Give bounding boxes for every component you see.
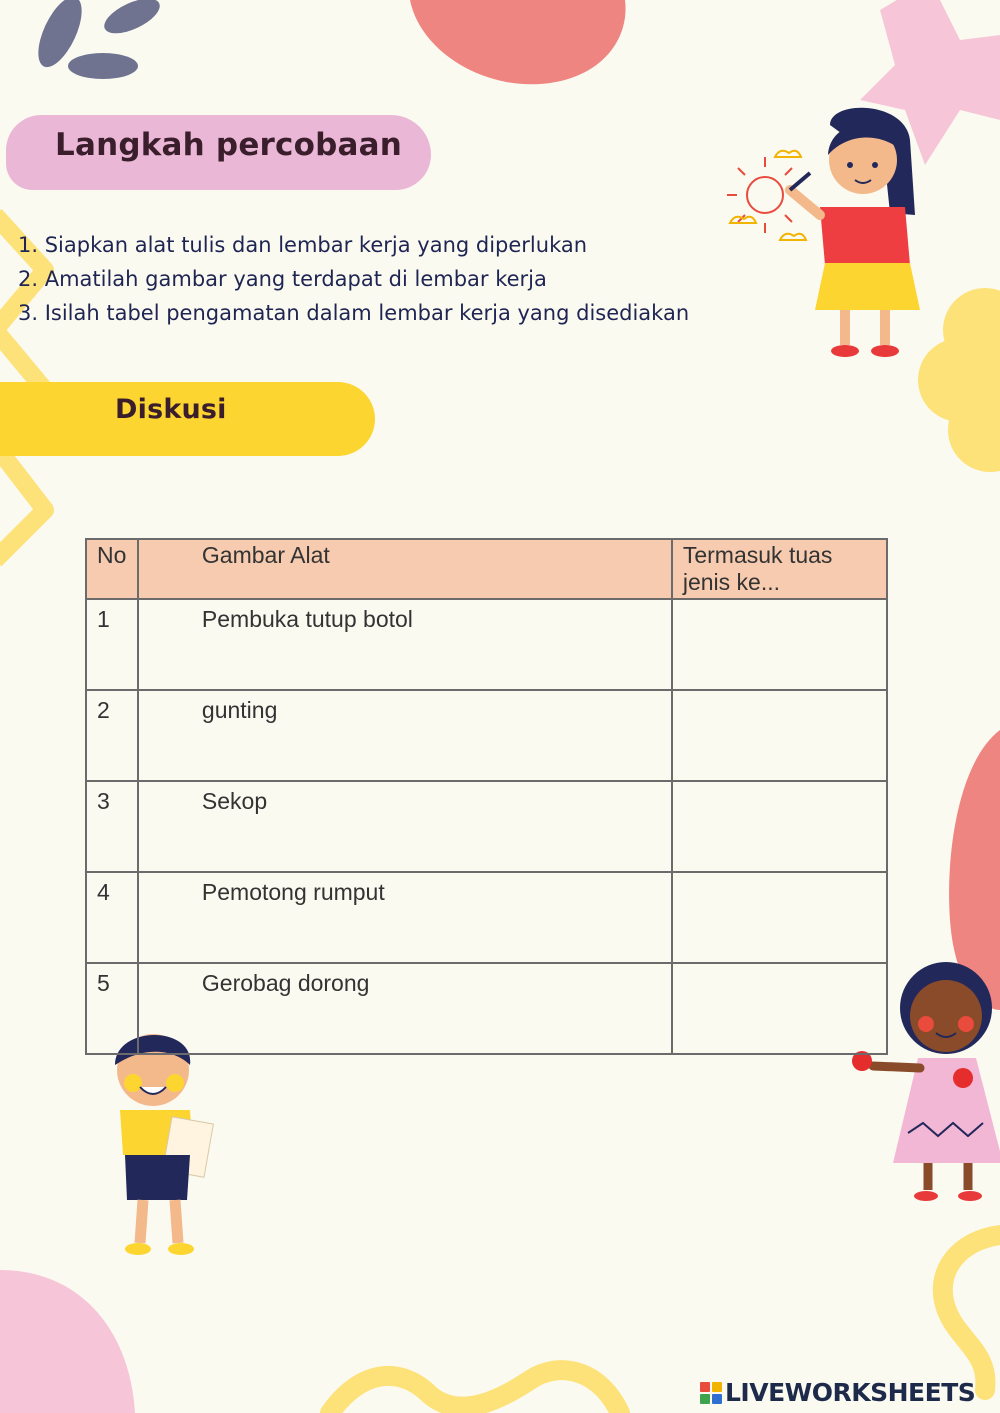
leaf-shape	[29, 0, 90, 73]
header-tool: Gambar Alat	[138, 539, 672, 599]
boy-with-paper-illustration	[105, 1025, 235, 1260]
table-row	[86, 599, 887, 690]
header-no: No	[86, 539, 138, 599]
table-header-row	[86, 539, 887, 599]
discussion-title: Diskusi	[115, 394, 227, 425]
steps-list	[18, 228, 689, 330]
girl-painting-illustration	[720, 95, 950, 365]
row-number: 5	[86, 963, 138, 1054]
apple-icon	[953, 1068, 973, 1088]
row-tool: Gerobag dorong	[138, 963, 672, 1054]
cloud-doodle-icon	[730, 151, 806, 240]
coral-blob	[949, 730, 1000, 1010]
table-row	[86, 872, 887, 963]
yellow-flower	[918, 288, 1000, 472]
yellow-loop	[943, 1235, 1000, 1390]
step-item: 1. Siapkan alat tulis dan lembar kerja yang diperlukan	[18, 233, 588, 257]
yellow-wave	[330, 1370, 620, 1413]
row-number: 4	[86, 872, 138, 963]
lever-type-answer-cell[interactable]	[672, 963, 887, 1054]
lever-type-answer-cell[interactable]	[672, 690, 887, 781]
sun-doodle-icon	[727, 157, 803, 233]
pink-blob	[0, 1270, 135, 1413]
table-row	[86, 690, 887, 781]
row-number: 2	[86, 690, 138, 781]
row-tool: Sekop	[138, 781, 672, 872]
row-tool: Pembuka tutup botol	[138, 599, 672, 690]
header-lever-type: Termasuk tuas jenis ke...	[672, 539, 887, 599]
table-row	[86, 963, 887, 1054]
lever-type-answer-cell[interactable]	[672, 599, 887, 690]
steps-title: Langkah percobaan	[55, 127, 403, 163]
liveworksheets-logo[interactable]	[700, 1378, 975, 1407]
observation-table	[85, 538, 888, 1055]
row-tool: Pemotong rumput	[138, 872, 672, 963]
pink-star	[860, 0, 1000, 165]
row-number: 1	[86, 599, 138, 690]
row-tool: gunting	[138, 690, 672, 781]
table-row	[86, 781, 887, 872]
lever-type-answer-cell[interactable]	[672, 781, 887, 872]
step-item: 3. Isilah tabel pengamatan dalam lembar kerja yang disediakan	[18, 301, 690, 325]
row-number: 3	[86, 781, 138, 872]
liveworksheets-icon	[700, 1382, 722, 1404]
coral-blob	[410, 0, 626, 84]
lever-type-answer-cell[interactable]	[672, 872, 887, 963]
step-item: 2. Amatilah gambar yang terdapat di lembar kerja	[18, 267, 547, 291]
brand-name: LIVEWORKSHEETS	[725, 1378, 976, 1407]
leaf-shape	[99, 0, 164, 40]
leaf-shape	[68, 53, 138, 79]
